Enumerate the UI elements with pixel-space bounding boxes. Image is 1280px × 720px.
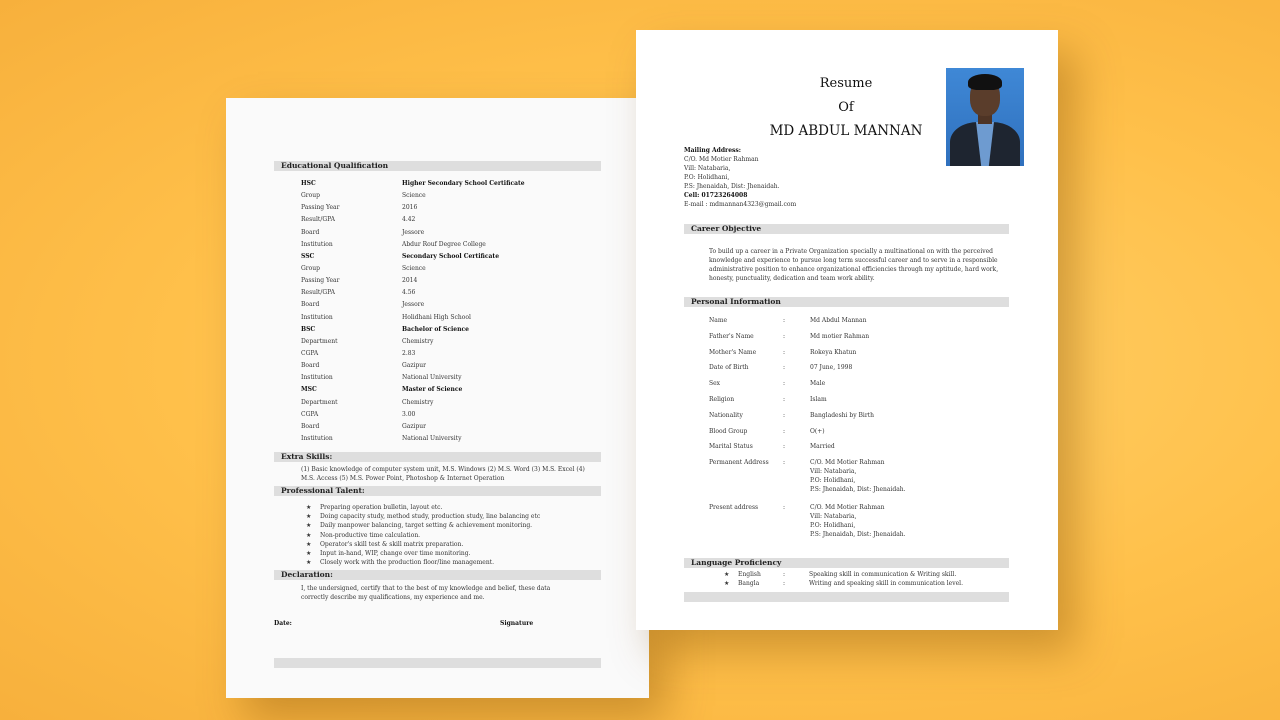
personal-value: P.S: Jhenaidah, Dist: Jhenaidah. [810, 530, 906, 538]
colon: : [783, 380, 786, 388]
education-value: Higher Secondary School Certificate [402, 180, 525, 187]
resume-title-of: Of [838, 100, 854, 115]
education-value: Chemistry [402, 337, 434, 345]
personal-field: Nationality [709, 411, 743, 419]
personal-value: Bangladeshi by Birth [810, 411, 874, 419]
personal-value: O(+) [810, 427, 825, 435]
education-field: Institution [301, 434, 333, 442]
education-value: National University [402, 434, 462, 442]
education-field: Result/GPA [301, 216, 335, 224]
education-row [301, 312, 601, 324]
language-english: ★ English [724, 571, 761, 578]
star-icon: ★ [306, 549, 312, 557]
colon: : [783, 459, 786, 467]
colon: : [783, 317, 786, 324]
colon: : [783, 427, 786, 435]
education-value: Secondary School Certificate [402, 252, 500, 260]
star-icon: ★ [306, 540, 312, 548]
education-field: BSC [301, 325, 316, 333]
education-value: Science [402, 192, 426, 200]
personal-value: 07 June, 1998 [810, 364, 853, 372]
resume-page-2 [226, 98, 649, 698]
career-line: To build up a career in a Private Organization specially a multinational on with the perceived [709, 248, 994, 255]
personal-value: Vill: Natabaria, [810, 512, 857, 520]
education-heading: Educational Qualification [274, 161, 601, 171]
professional-talent-heading: Professional Talent: [274, 486, 601, 496]
star-icon: ★ [306, 522, 312, 530]
education-field: CGPA [301, 349, 319, 357]
date-label: Date: [274, 620, 292, 627]
education-row [301, 348, 601, 360]
education-row [301, 239, 601, 251]
personal-value: Male [810, 380, 826, 388]
colon: : [783, 395, 786, 403]
talent-text: Preparing operation bulletin, layout etc. [320, 504, 443, 511]
personal-field: Name [709, 317, 728, 324]
personal-value: P.O: Holidhani, [810, 521, 856, 529]
education-row [301, 287, 601, 299]
talent-text: Doing capacity study, method study, production study, line balancing etc [320, 513, 541, 521]
education-row [301, 263, 601, 275]
talent-text: Closely work with the production floor/line management. [320, 559, 494, 567]
education-value: Jessore [402, 301, 425, 309]
talent-item [306, 558, 540, 567]
mailing-line: P.S: Jhenaidah, Dist: Jhenaidah. [684, 183, 780, 190]
education-row [301, 360, 601, 372]
education-value: Jessore [402, 228, 425, 236]
resume-page-1 [636, 30, 1058, 630]
education-row [301, 409, 601, 421]
declaration-heading: Declaration: [274, 570, 601, 580]
star-icon: ★ [306, 531, 312, 539]
education-field: Passing Year [301, 204, 340, 212]
extra-skills-heading: Extra Skills: [274, 452, 601, 462]
education-field: Board [301, 228, 320, 236]
star-icon: ★ [306, 559, 312, 567]
email: E-mail : mdmannan4323@gmail.com [684, 201, 797, 208]
talent-item [306, 531, 540, 540]
talent-text: Input in-hand, WIP, change over time monitoring. [320, 549, 471, 557]
personal-field: Mother's Name [709, 348, 757, 356]
star-icon: ★ [306, 513, 312, 521]
education-row [301, 251, 601, 263]
declaration-line-1: I, the undersigned, certify that to the best of my knowledge and belief, these data [301, 585, 551, 592]
talent-text: Daily manpower balancing, target setting & achievement monitoring. [320, 522, 533, 530]
education-row [301, 384, 601, 396]
personal-value: C/O. Md Motier Rahman [810, 503, 885, 511]
education-row [301, 202, 601, 214]
education-value: 2016 [402, 204, 418, 212]
career-line: knowledge and experience to pursue long term successful career and to serve in a responsible [709, 257, 998, 264]
personal-value: C/O. Md Motier Rahman [810, 459, 885, 467]
personal-value: Married [810, 443, 835, 451]
extra-skills-line-2: M.S. Access (5) M.S. Power Point, Photoshop & Internet Operation [301, 475, 505, 482]
career-line: administrative position to enhance organizational efficiencies through my aptitude, hard work, [709, 266, 999, 273]
education-row [301, 275, 601, 287]
education-value: Bachelor of Science [402, 325, 469, 333]
extra-skills-line-1: (1) Basic knowledge of computer system unit, M.S. Windows (2) M.S. Word (3) M.S. Excel (4) [301, 466, 585, 473]
education-field: CGPA [301, 410, 319, 418]
education-field: HSC [301, 180, 316, 187]
personal-value: Md motier Rahman [810, 332, 870, 340]
star-icon: ★ [306, 504, 312, 511]
personal-field: Father's Name [709, 332, 754, 340]
talent-item [306, 521, 540, 530]
education-row [301, 421, 601, 433]
footer-bar [274, 658, 601, 668]
education-row [301, 433, 601, 445]
education-field: Institution [301, 374, 333, 382]
education-row [301, 227, 601, 239]
career-line: honesty, punctuality, dedication and team work ability. [709, 275, 875, 282]
education-value: Chemistry [402, 398, 434, 406]
personal-value: Islam [810, 395, 827, 403]
resume-name: MD ABDUL MANNAN [769, 123, 923, 139]
education-value: Science [402, 264, 426, 272]
talent-item [306, 512, 540, 521]
education-row [301, 299, 601, 311]
resume-title: Resume [819, 76, 873, 91]
talent-item [306, 540, 540, 549]
education-table [301, 178, 601, 445]
colon: : [783, 364, 786, 372]
mailing-line: C/O. Md Motier Rahman [684, 156, 759, 163]
talent-item [306, 549, 540, 558]
personal-value: P.O: Holidhani, [810, 477, 856, 485]
education-value: National University [402, 374, 462, 382]
personal-value: Md Abdul Mannan [810, 317, 867, 324]
mailing-line: Vill: Natabaria, [684, 165, 731, 172]
personal-field: Sex [709, 380, 721, 388]
language-heading: Language Proficiency [684, 558, 1009, 568]
education-value: 4.42 [402, 216, 416, 224]
education-row [301, 214, 601, 226]
education-row [301, 178, 601, 190]
education-value: 2014 [402, 277, 418, 285]
education-row [301, 397, 601, 409]
education-value: Gazipur [402, 362, 427, 370]
personal-field: Present address [709, 503, 759, 511]
language-bangla-level: Writing and speaking skill in communication level. [809, 580, 963, 587]
personal-field: Religion [709, 395, 735, 403]
career-heading: Career Objective [684, 224, 1009, 234]
colon: : [783, 443, 786, 451]
cell-number: Cell: 01723264008 [684, 192, 748, 199]
colon: : [783, 580, 786, 587]
footer-bar [684, 592, 1009, 602]
education-value: Master of Science [402, 386, 463, 394]
education-field: Result/GPA [301, 289, 335, 297]
talent-item [306, 503, 540, 512]
colon: : [783, 411, 786, 419]
colon: : [783, 503, 786, 511]
education-value: 4.56 [402, 289, 416, 297]
education-field: Board [301, 301, 320, 309]
mailing-line: P.O: Holidhani, [684, 174, 730, 181]
language-bangla: ★ Bangla [724, 580, 760, 587]
education-value: 2.83 [402, 349, 416, 357]
personal-heading: Personal Information [684, 297, 1009, 307]
talent-text: Non-productive time calculation. [320, 531, 421, 539]
education-field: Institution [301, 240, 333, 248]
education-row [301, 372, 601, 384]
education-field: Department [301, 398, 338, 406]
personal-value: Vill: Natabaria, [810, 468, 857, 476]
education-field: Board [301, 362, 320, 370]
signature-label: Signature [500, 620, 534, 627]
education-field: Group [301, 192, 320, 200]
colon: : [783, 571, 786, 578]
personal-field: Permanent Address [709, 459, 769, 467]
education-value: Holidhani High School [402, 313, 471, 321]
personal-value: P.S: Jhenaidah, Dist: Jhenaidah. [810, 486, 906, 494]
education-field: SSC [301, 252, 315, 260]
education-value: 3.00 [402, 410, 416, 418]
education-field: Department [301, 337, 338, 345]
education-row [301, 190, 601, 202]
personal-value: Rokeya Khatun [810, 348, 857, 356]
talent-list [306, 503, 540, 567]
education-field: Board [301, 422, 320, 430]
colon: : [783, 348, 786, 356]
personal-field: Blood Group [709, 427, 748, 435]
education-field: Passing Year [301, 277, 340, 285]
declaration-line-2: correctly describe my qualifications, my experience and me. [301, 594, 485, 601]
personal-field: Date of Birth [709, 364, 749, 372]
profile-photo [946, 68, 1024, 166]
colon: : [783, 332, 786, 340]
education-field: MSC [301, 386, 317, 394]
personal-field: Marital Status [709, 443, 753, 451]
education-value: Abdur Rouf Degree College [402, 240, 486, 248]
talent-text: Operator's skill test & skill matrix preparation. [320, 540, 464, 548]
education-field: Group [301, 264, 320, 272]
education-value: Gazipur [402, 422, 427, 430]
education-row [301, 324, 601, 336]
mailing-heading: Mailing Address: [684, 147, 742, 154]
education-row [301, 336, 601, 348]
language-english-level: Speaking skill in communication & Writing skill. [809, 571, 957, 578]
education-field: Institution [301, 313, 333, 321]
